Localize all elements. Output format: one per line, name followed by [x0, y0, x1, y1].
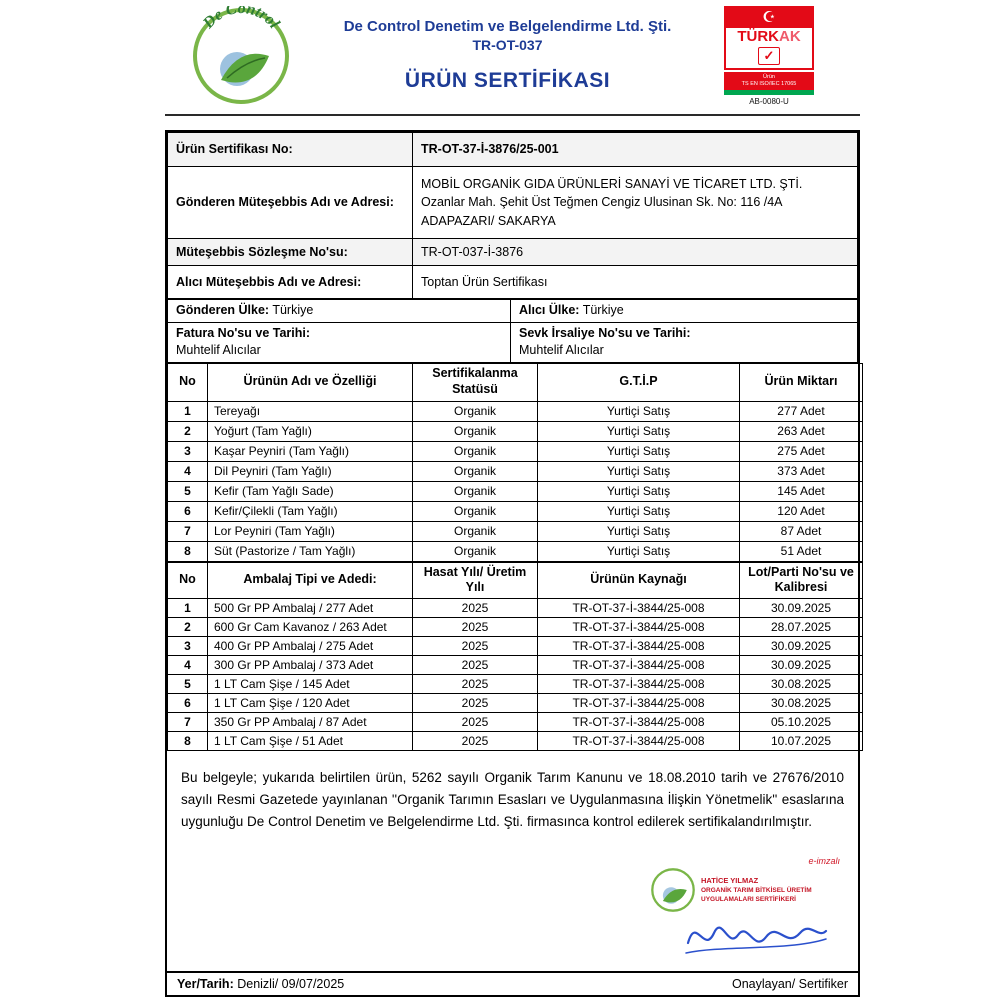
col-product-source: Ürünün Kaynağı: [538, 562, 740, 598]
package-type: 500 Gr PP Ambalaj / 277 Adet: [208, 598, 413, 617]
stamp-row: [650, 867, 840, 913]
dispatch-label: Sevk İrsaliye No'su ve Tarihi:: [519, 325, 691, 340]
table-row: [168, 636, 863, 655]
cert-status: Organik: [413, 521, 538, 541]
row-no: 1: [168, 401, 208, 421]
lot-no: 30.08.2025: [740, 674, 863, 693]
product-source: TR-OT-37-İ-3844/25-008: [538, 674, 740, 693]
product-name: Lor Peyniri (Tam Yağlı): [208, 521, 413, 541]
handwritten-signature: [680, 909, 830, 961]
table-row: [168, 731, 863, 750]
contract-no-label: Müteşebbis Sözleşme No'su:: [168, 239, 413, 266]
product-source: TR-OT-37-İ-3844/25-008: [538, 636, 740, 655]
package-type: 300 Gr PP Ambalaj / 373 Adet: [208, 655, 413, 674]
col-harvest-year: Hasat Yılı/ Üretim Yılı: [413, 562, 538, 598]
info-table: [167, 132, 858, 299]
certificate-body: [165, 130, 860, 997]
packaging-header-row: [168, 562, 863, 598]
table-row: [168, 322, 858, 362]
package-type: 350 Gr PP Ambalaj / 87 Adet: [208, 712, 413, 731]
row-no: 3: [168, 636, 208, 655]
footer-row: [167, 971, 858, 995]
table-row: [168, 266, 858, 299]
gtip: Yurtiçi Satış: [538, 541, 740, 561]
document-title: ÜRÜN SERTİFİKASI: [404, 69, 611, 92]
sender-country-label: Gönderen Ülke:: [176, 303, 270, 317]
product-source: TR-OT-37-İ-3844/25-008: [538, 617, 740, 636]
receiver-country-label: Alıcı Ülke:: [519, 303, 580, 317]
place-date-value: Denizli/ 09/07/2025: [237, 977, 345, 991]
buyer-operator-value: Toptan Ürün Sertifikası: [413, 266, 858, 299]
cert-status: Organik: [413, 501, 538, 521]
countries-table: [167, 299, 858, 363]
approver-label: Onaylayan/ Sertifiker: [731, 977, 848, 991]
product-name: Kefir/Çilekli (Tam Yağlı): [208, 501, 413, 521]
harvest-year: 2025: [413, 731, 538, 750]
place-date-label: Yer/Tarih:: [177, 977, 234, 991]
gtip: Yurtiçi Satış: [538, 481, 740, 501]
cert-no-label: Ürün Sertifikası No:: [168, 133, 413, 167]
scope-line2: TS EN ISO/IEC 17065: [741, 81, 797, 88]
table-row: [168, 421, 863, 441]
col-cert-status: Sertifikalanma Statüsü: [413, 363, 538, 401]
cert-no-value: TR-OT-37-İ-3876/25-001: [413, 133, 858, 167]
company-name: De Control Denetim ve Belgelendirme Ltd. Şti.: [343, 18, 672, 35]
header-titles: [291, 4, 724, 93]
table-row: [168, 655, 863, 674]
place-date: [177, 977, 344, 991]
buyer-operator-label: Alıcı Müteşebbis Adı ve Adresi:: [168, 266, 413, 299]
row-no: 4: [168, 655, 208, 674]
row-no: 8: [168, 731, 208, 750]
harvest-year: 2025: [413, 636, 538, 655]
check-icon: ✓: [758, 47, 780, 65]
package-type: 1 LT Cam Şişe / 145 Adet: [208, 674, 413, 693]
gtip: Yurtiçi Satış: [538, 501, 740, 521]
harvest-year: 2025: [413, 655, 538, 674]
turkak-word-ak: AK: [779, 28, 801, 45]
table-row: [168, 133, 858, 167]
turkak-box: [724, 6, 814, 70]
harvest-year: 2025: [413, 617, 538, 636]
statement-section: [167, 751, 858, 971]
quantity: 275 Adet: [740, 441, 863, 461]
lot-no: 28.07.2025: [740, 617, 863, 636]
col-no: No: [168, 562, 208, 598]
table-row: [168, 461, 863, 481]
package-type: 1 LT Cam Şişe / 51 Adet: [208, 731, 413, 750]
quantity: 145 Adet: [740, 481, 863, 501]
table-row: [168, 501, 863, 521]
invoice-cell: [168, 322, 511, 362]
harvest-year: 2025: [413, 693, 538, 712]
row-no: 1: [168, 598, 208, 617]
table-row: [168, 541, 863, 561]
products-table: [167, 363, 863, 562]
lot-no: 30.08.2025: [740, 693, 863, 712]
contract-no-value: TR-OT-037-İ-3876: [413, 239, 858, 266]
col-no: No: [168, 363, 208, 401]
lot-no: 30.09.2025: [740, 636, 863, 655]
lot-no: 10.07.2025: [740, 731, 863, 750]
lot-no: 30.09.2025: [740, 655, 863, 674]
sender-city-line: ADAPAZARI/ SAKARYA: [421, 213, 556, 228]
row-no: 5: [168, 674, 208, 693]
sender-operator-label: Gönderen Müteşebbis Adı ve Adresi:: [168, 167, 413, 239]
certifier-stamp-text: [701, 876, 812, 905]
scope-line1: Ürün: [763, 74, 775, 80]
quantity: 51 Adet: [740, 541, 863, 561]
cert-status: Organik: [413, 421, 538, 441]
col-quantity: Ürün Miktarı: [740, 363, 863, 401]
table-row: [168, 674, 863, 693]
certifier-title-line1: ORGANİK TARIM BİTKİSEL ÜRETİM: [701, 887, 812, 895]
receiver-country-cell: [511, 300, 858, 323]
header: [165, 4, 860, 116]
table-row: [168, 300, 858, 323]
gtip: Yurtiçi Satış: [538, 441, 740, 461]
package-type: 400 Gr PP Ambalaj / 275 Adet: [208, 636, 413, 655]
table-row: [168, 598, 863, 617]
product-name: Tereyağı: [208, 401, 413, 421]
row-no: 8: [168, 541, 208, 561]
table-row: [168, 481, 863, 501]
accreditation-scope: [724, 72, 814, 90]
products-header-row: [168, 363, 863, 401]
svg-text:De Control: De Control: [199, 6, 283, 32]
certificate-code: TR-OT-037: [472, 37, 543, 53]
product-name: Süt (Pastorize / Tam Yağlı): [208, 541, 413, 561]
row-no: 6: [168, 693, 208, 712]
col-gtip: G.T.İ.P: [538, 363, 740, 401]
table-row: [168, 617, 863, 636]
row-no: 3: [168, 441, 208, 461]
product-name: Yoğurt (Tam Yağlı): [208, 421, 413, 441]
approval-stamp: [650, 856, 840, 961]
package-type: 600 Gr Cam Kavanoz / 263 Adet: [208, 617, 413, 636]
packaging-table: [167, 562, 863, 751]
turkak-wordmark: [726, 28, 812, 46]
dispatch-cell: [511, 322, 858, 362]
turkak-word-turk: TÜRK: [737, 28, 779, 45]
certifier-title-line2: UYGULAMALARI SERTİFİKERİ: [701, 896, 796, 904]
sender-operator-value: [413, 167, 858, 239]
harvest-year: 2025: [413, 712, 538, 731]
cert-status: Organik: [413, 441, 538, 461]
row-no: 7: [168, 712, 208, 731]
sender-country-cell: [168, 300, 511, 323]
gtip: Yurtiçi Satış: [538, 401, 740, 421]
sender-country-value: Türkiye: [272, 303, 314, 317]
package-type: 1 LT Cam Şişe / 120 Adet: [208, 693, 413, 712]
e-signed-note: e-imzalı: [808, 856, 840, 866]
gtip: Yurtiçi Satış: [538, 421, 740, 441]
accreditation-green-bar: [724, 90, 814, 95]
decontrol-logo: [191, 6, 291, 111]
row-no: 2: [168, 617, 208, 636]
quantity: 263 Adet: [740, 421, 863, 441]
col-lot-no: Lot/Parti No'su ve Kalibresi: [740, 562, 863, 598]
table-row: [168, 441, 863, 461]
sender-address-line: Ozanlar Mah. Şehit Üst Teğmen Cengiz Ulusinan Sk. No: 116 /4A: [421, 195, 783, 210]
certifier-name: HATİCE YILMAZ: [701, 875, 759, 885]
invoice-value: Muhtelif Alıcılar: [176, 343, 261, 357]
col-package-type: Ambalaj Tipi ve Adedi:: [208, 562, 413, 598]
product-source: TR-OT-37-İ-3844/25-008: [538, 655, 740, 674]
turkak-accreditation-mark: [724, 6, 814, 106]
product-source: TR-OT-37-İ-3844/25-008: [538, 693, 740, 712]
product-source: TR-OT-37-İ-3844/25-008: [538, 712, 740, 731]
accreditation-number: AB-0080-U: [749, 97, 789, 107]
col-product-name: Ürünün Adı ve Özelliği: [208, 363, 413, 401]
table-row: [168, 712, 863, 731]
gtip: Yurtiçi Satış: [538, 461, 740, 481]
quantity: 87 Adet: [740, 521, 863, 541]
product-source: TR-OT-37-İ-3844/25-008: [538, 731, 740, 750]
product-name: Kaşar Peyniri (Tam Yağlı): [208, 441, 413, 461]
row-no: 5: [168, 481, 208, 501]
product-name: Dil Peyniri (Tam Yağlı): [208, 461, 413, 481]
quantity: 277 Adet: [740, 401, 863, 421]
table-row: [168, 693, 863, 712]
gtip: Yurtiçi Satış: [538, 521, 740, 541]
cert-status: Organik: [413, 541, 538, 561]
sender-company-line: MOBİL ORGANİK GIDA ÜRÜNLERİ SANAYİ VE TİCARET LTD. ŞTİ.: [421, 177, 803, 192]
row-no: 2: [168, 421, 208, 441]
product-source: TR-OT-37-İ-3844/25-008: [538, 598, 740, 617]
table-row: [168, 521, 863, 541]
table-row: [168, 167, 858, 239]
cert-status: Organik: [413, 461, 538, 481]
quantity: 120 Adet: [740, 501, 863, 521]
harvest-year: 2025: [413, 598, 538, 617]
table-row: [168, 401, 863, 421]
dispatch-value: Muhtelif Alıcılar: [519, 343, 604, 357]
decontrol-stamp-icon: [650, 867, 696, 913]
table-row: [168, 239, 858, 266]
product-name: Kefir (Tam Yağlı Sade): [208, 481, 413, 501]
lot-no: 05.10.2025: [740, 712, 863, 731]
row-no: 7: [168, 521, 208, 541]
lot-no: 30.09.2025: [740, 598, 863, 617]
certification-statement: Bu belgeyle; yukarıda belirtilen ürün, 5262 sayılı Organik Tarım Kanunu ve 18.08.2010 tarih ve 27676/2010 sayılı Resmi Gazetede yayınlanan ''Organik Tarımın Esasları ve Uygulanmasına İlişkin Yönetmelik'' esaslarına uygunluğu De Control Denetim ve Belgelendirme Ltd. Şti. firmasınca kontrol edilerek sertifikalandırılmıştır.: [181, 769, 844, 830]
harvest-year: 2025: [413, 674, 538, 693]
receiver-country-value: Türkiye: [582, 303, 624, 317]
quantity: 373 Adet: [740, 461, 863, 481]
cert-status: Organik: [413, 481, 538, 501]
invoice-label: Fatura No'su ve Tarihi:: [176, 325, 311, 340]
row-no: 4: [168, 461, 208, 481]
row-no: 6: [168, 501, 208, 521]
leaf-globe-icon: [191, 6, 291, 106]
cert-status: Organik: [413, 401, 538, 421]
crescent-star-icon: ☪: [726, 8, 812, 28]
